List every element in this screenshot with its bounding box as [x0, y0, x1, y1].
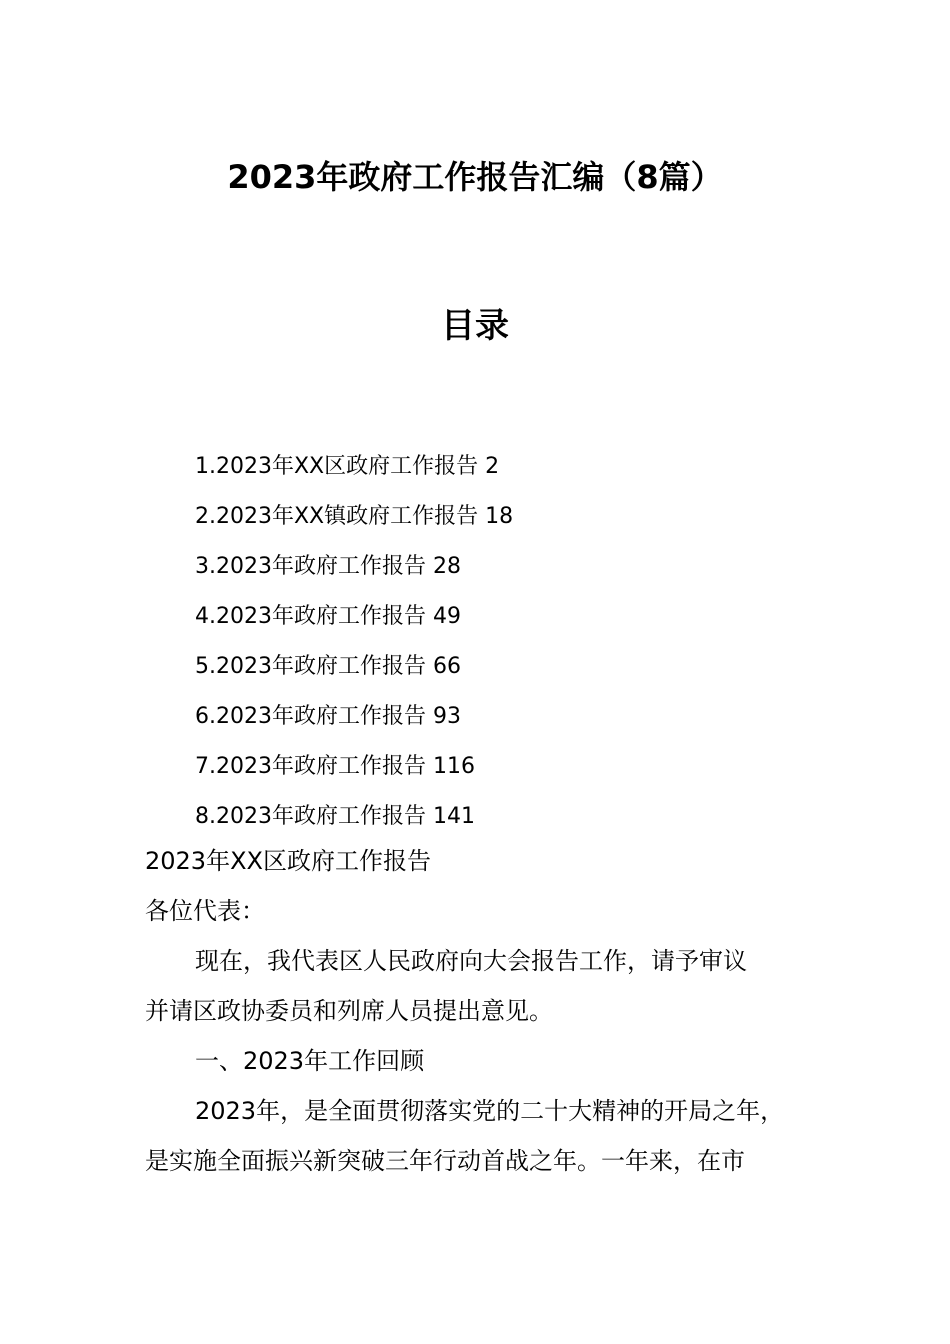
toc-heading: 目录: [441, 306, 509, 346]
toc-item-4[interactable]: 4.2023年政府工作报告 49: [195, 604, 461, 629]
paragraph-1-line-2: 并请区政协委员和列席人员提出意见。: [145, 997, 553, 1025]
document-title: 2023年政府工作报告汇编（8篇）: [227, 158, 723, 196]
toc-item-2[interactable]: 2.2023年XX镇政府工作报告 18: [195, 504, 514, 529]
salutation: 各位代表：: [145, 897, 265, 925]
section-title: 2023年XX区政府工作报告: [145, 847, 431, 875]
toc-item-1[interactable]: 1.2023年XX区政府工作报告 2: [195, 454, 500, 479]
toc-item-6[interactable]: 6.2023年政府工作报告 93: [195, 704, 461, 729]
toc-item-8[interactable]: 8.2023年政府工作报告 141: [195, 804, 475, 829]
paragraph-2-line-2: 是实施全面振兴新突破三年行动首战之年。一年来，在市: [145, 1147, 745, 1175]
toc-item-3[interactable]: 3.2023年政府工作报告 28: [195, 554, 461, 579]
section-heading-review: 一、2023年工作回顾: [195, 1047, 425, 1075]
report-body: [145, 836, 835, 1186]
table-of-contents: [195, 442, 513, 842]
paragraph-2-line-1: 2023年，是全面贯彻落实党的二十大精神的开局之年，: [195, 1097, 785, 1125]
toc-item-5[interactable]: 5.2023年政府工作报告 66: [195, 654, 461, 679]
toc-item-7[interactable]: 7.2023年政府工作报告 116: [195, 754, 475, 779]
paragraph-1-line-1: 现在，我代表区人民政府向大会报告工作，请予审议: [195, 947, 747, 975]
